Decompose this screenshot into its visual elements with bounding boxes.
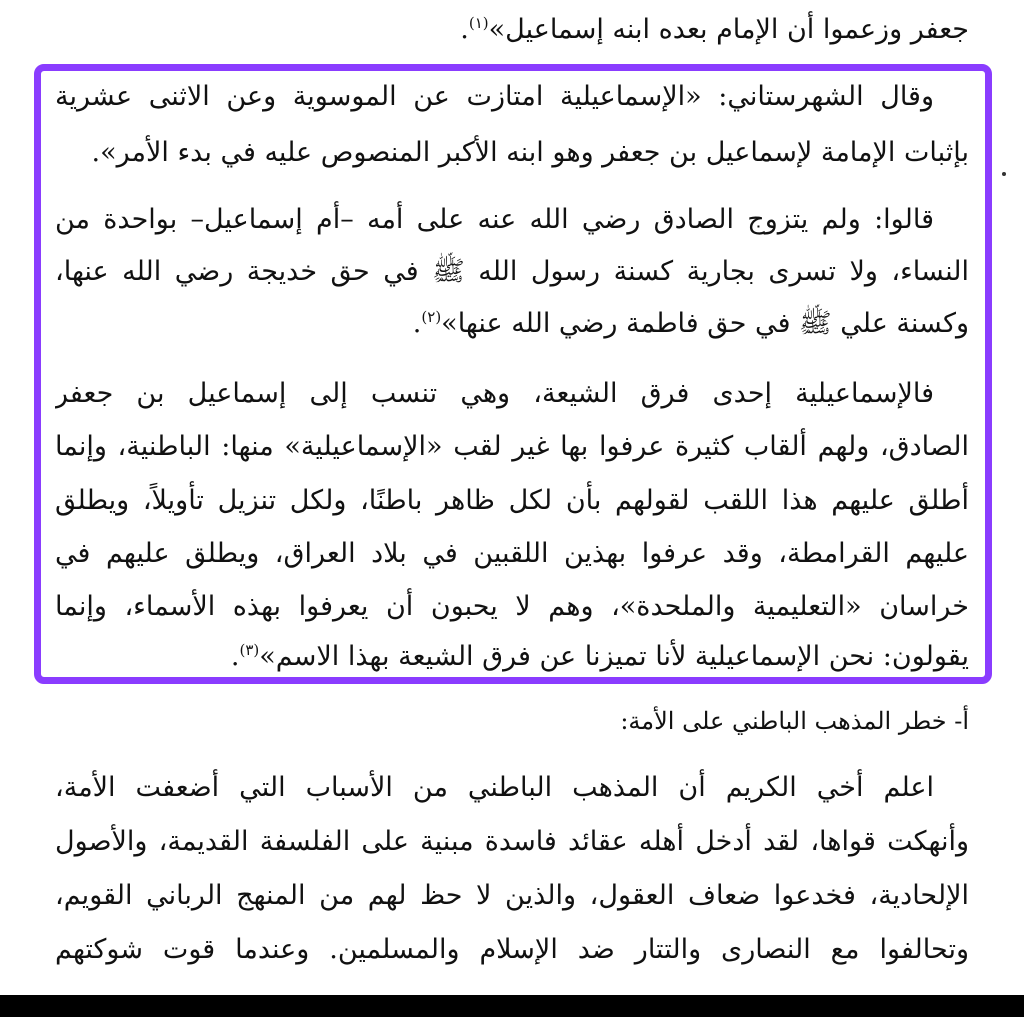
text-line: اعلم أخي الكريم أن المذهب الباطني من الأسباب التي أضعفت الأمة، <box>55 772 934 803</box>
scan-mark <box>1002 172 1006 176</box>
text-line: النساء، ولا تسرى بجارية كسنة رسول الله ﷺ في حق خديجة رضي الله عنها، <box>55 256 969 287</box>
section-heading: أ- خطر المذهب الباطني على الأمة: <box>620 707 969 735</box>
text-line: أطلق عليهم هذا اللقب لقولهم بأن لكل ظاهر باطنًا، ولكل تنزيل تأويلاً، ويطلق <box>55 485 969 516</box>
text-line: وقال الشهرستاني: «الإسماعيلية امتازت عن الموسوية وعن الاثنى عشرية <box>55 81 934 112</box>
bottom-bar <box>0 995 1024 1017</box>
text-line: الإلحادية، فخدعوا ضعاف العقول، والذين لا حظ لهم من المنهج الرباني القويم، <box>55 880 969 911</box>
text-line: وتحالفوا مع النصارى والتتار ضد الإسلام والمسلمين. وعندما قوت شوكتهم <box>55 934 969 965</box>
text-line: عليهم القرامطة، وقد عرفوا بهذين اللقبين في بلاد العراق، ويطلق عليهم في <box>55 538 969 569</box>
text-line: فالإسماعيلية إحدى فرق الشيعة، وهي تنسب إلى إسماعيل بن جعفر <box>55 378 934 409</box>
text-line: الصادق، ولهم ألقاب كثيرة عرفوا بها غير لقب «الإسماعيلية» منها: الباطنية، وإنما <box>55 431 969 462</box>
text-line: وكسنة علي ﷺ في حق فاطمة رضي الله عنها»$^{(٢)}$. <box>412 308 969 339</box>
text-line: قالوا: ولم يتزوج الصادق رضي الله عنه على أمه –أم إسماعيل– بواحدة من <box>55 204 934 235</box>
text-line: يقولون: نحن الإسماعيلية لأنا تميزنا عن فرق الشيعة بهذا الاسم»$^{(٣)}$. <box>230 641 969 672</box>
text-line: بإثبات الإمامة لإسماعيل بن جعفر وهو ابنه الأكبر المنصوص عليه في بدء الأمر». <box>91 137 969 168</box>
text-line: جعفر وزعموا أن الإمام بعده ابنه إسماعيل»$^{(١)}$. <box>460 14 969 45</box>
text-line: وأنهكت قواها، لقد أدخل أهله عقائد فاسدة مبنية على الفلسفة القديمة، والأصول <box>55 826 969 857</box>
text-line: خراسان «التعليمية والملحدة»، وهم لا يحبون أن يعرفوا بهذه الأسماء، وإنما <box>55 591 969 622</box>
